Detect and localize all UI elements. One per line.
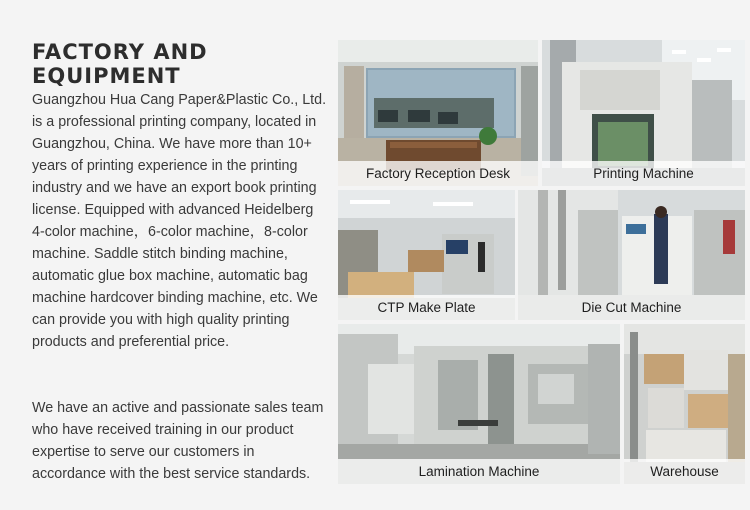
caption-warehouse: Warehouse [624, 459, 745, 484]
caption-ctp-make-plate: CTP Make Plate [338, 295, 515, 320]
photo-factory-reception-desk [338, 40, 538, 186]
company-description: Guangzhou Hua Cang Paper&Plastic Co., Ltd. is a professional printing company, located in Guangzhou, China. We have more than 10+ years of printing experience in the printing industry and we have an export book printing license. Equipped with advanced Heidelberg 4-color machine，6-color machine，8-color machine. Saddle stitch binding machine, automatic glue box machine, automatic bag machine hardcover binding machine, etc. We can provide you with high quality printing products and preferential price. [32, 92, 327, 350]
photo-warehouse [624, 324, 745, 484]
sales-team-description: We have an active and passionate sales team who have received training in our product expertise to serve our customers in accordance with the best service standards. [32, 400, 324, 482]
section-heading: FACTORY AND EQUIPMENT [32, 40, 208, 88]
photo-die-cut-machine [518, 190, 745, 320]
photo-printing-machine [542, 40, 745, 186]
caption-factory-reception-desk: Factory Reception Desk [338, 161, 538, 186]
caption-die-cut-machine: Die Cut Machine [518, 295, 745, 320]
caption-printing-machine: Printing Machine [542, 161, 745, 186]
photo-lamination-machine [338, 324, 620, 484]
photo-ctp-make-plate [338, 190, 515, 320]
caption-lamination-machine: Lamination Machine [338, 459, 620, 484]
